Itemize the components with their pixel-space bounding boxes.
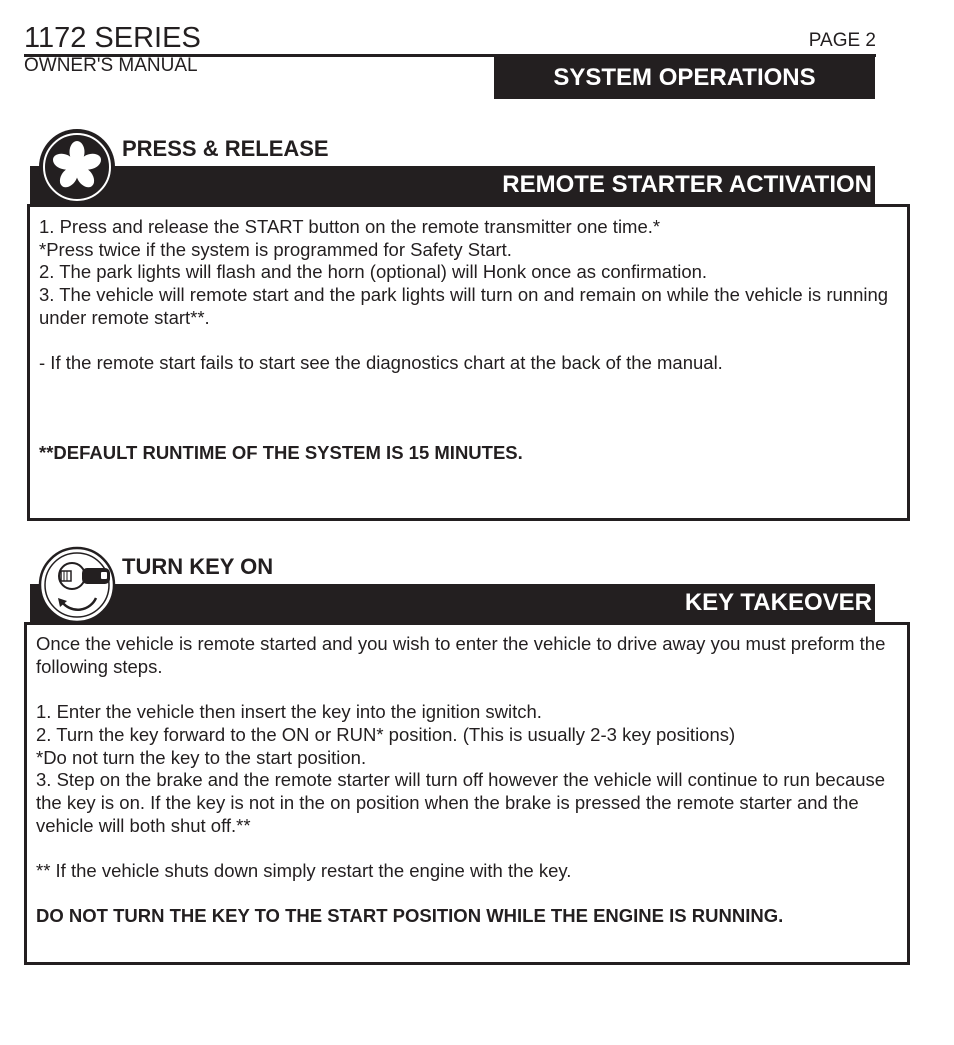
key-takeover-box xyxy=(24,622,910,965)
manual-label: OWNER'S MANUAL xyxy=(24,55,198,76)
key-takeover-instructions: Once the vehicle is remote started and you wish to enter the vehicle to drive away you must preform the following steps. 1. Enter the vehicle then insert the key into the ignition switch. 2. Turn the key forward to the ON or RUN* position. (This is usually 2-3 key positions) *Do not turn the key to the start position. 3. Step on the brake and the remote starter will turn off however the vehicle will continue to run because the key is on. If the key is not in the on position when the brake is pressed the remote starter and the vehicle will both shut off.** ** If the vehicle shuts down simply restart the engine with the key. xyxy=(36,633,886,882)
page-number: PAGE 2 xyxy=(808,30,876,51)
remote-starter-activation-bar: REMOTE STARTER ACTIVATION xyxy=(30,166,875,204)
key-takeover-bar: KEY TAKEOVER xyxy=(30,584,875,622)
series-title: 1172 SERIES xyxy=(24,22,201,54)
turn-key-on-title: TURN KEY ON xyxy=(122,554,274,579)
remote-starter-activation-box xyxy=(27,204,910,521)
asterisk-icon xyxy=(38,128,116,206)
ignition-key-icon xyxy=(38,546,116,624)
activation-instructions: 1. Press and release the START button on the remote transmitter one time.* *Press twice if the system is programmed for Safety Start. 2. The park lights will flash and the horn (optional) will Honk once as confirmation. 3. The vehicle will remote start and the park lights will turn on and remain on while the vehicle is running under remote start**. - If the remote start fails to start see the diagnostics chart at the back of the manual. xyxy=(39,216,889,374)
key-warning-note: DO NOT TURN THE KEY TO THE START POSITION WHILE THE ENGINE IS RUNNING. xyxy=(36,905,784,926)
default-runtime-note: **DEFAULT RUNTIME OF THE SYSTEM IS 15 MINUTES. xyxy=(39,442,523,463)
section-tab: SYSTEM OPERATIONS xyxy=(494,57,875,99)
press-release-title: PRESS & RELEASE xyxy=(122,136,329,161)
